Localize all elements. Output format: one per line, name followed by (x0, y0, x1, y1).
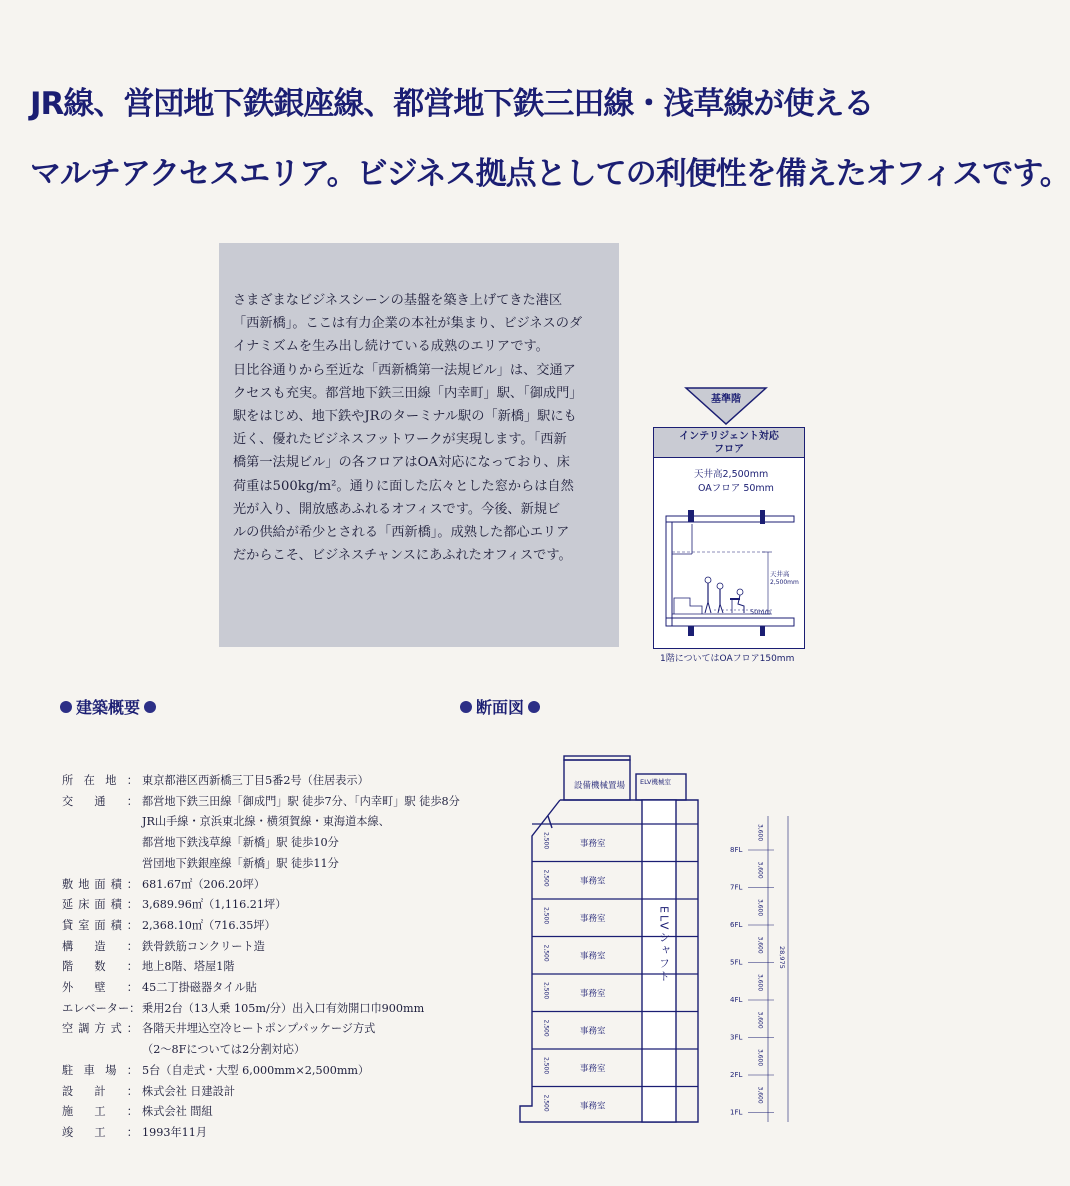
office-label: 事務室 (580, 876, 606, 887)
equipment-area-label: 設備機械置場 (574, 781, 626, 791)
elv-machine-room-label: ELV機械室 (640, 778, 671, 786)
building-cross-section (512, 756, 812, 1136)
floor-height-dim: 3,600 (756, 936, 764, 954)
ceiling-height-mark: 2,500 (542, 1057, 550, 1075)
cross-section-heading-text: 断面図 (476, 698, 525, 717)
spec-value: 株式会社 間組 (142, 1105, 213, 1119)
spec-row (62, 854, 460, 875)
office-label: 事務室 (580, 1026, 606, 1037)
floor-level-label: 6FL (730, 921, 743, 929)
spec-value: 都営地下鉄浅草線「新橋」駅 徒歩10分 (142, 836, 339, 850)
spec-row (62, 875, 460, 896)
floor-height-dim: 3,600 (756, 1086, 764, 1104)
spec-value: 45二丁掛磁器タイル貼 (142, 981, 257, 995)
panel-title-line-1: インテリジェント対応 (679, 431, 779, 442)
spec-row (62, 833, 460, 854)
spec-table (62, 771, 460, 1144)
ceiling-height-mark: 2,500 (542, 944, 550, 962)
oa-floor-label: OAフロア 50mm (698, 483, 774, 494)
spec-row (62, 937, 460, 958)
spec-row (62, 895, 460, 916)
overview-heading-text: 建築概要 (76, 698, 141, 717)
floor-height-dim: 3,600 (756, 1049, 764, 1067)
spec-row (62, 999, 460, 1020)
cross-section-heading (460, 695, 540, 718)
office-label: 事務室 (580, 1101, 606, 1112)
spec-label: 駐 車 場 ： (62, 1063, 138, 1077)
office-label: 事務室 (580, 951, 606, 962)
spec-label: 延 床 面 積 ： (62, 898, 138, 912)
spec-row (62, 1019, 460, 1040)
floor-height-dim: 3,600 (756, 1011, 764, 1029)
spec-row (62, 771, 460, 792)
intro-line: 光が入り、開放感あふれるオフィスです。今後、新規ビ (233, 501, 561, 517)
bullet-dot-icon (460, 701, 472, 713)
spec-value: 5台（自走式・大型 6,000mm×2,500mm） (142, 1063, 370, 1077)
spec-value: 営団地下鉄銀座線「新橋」駅 徒歩11分 (142, 856, 339, 870)
ceiling-height-mark: 2,500 (542, 1019, 550, 1037)
spec-value: （2～8Fについては2分割対応） (142, 1043, 306, 1057)
floor-level-label: 7FL (730, 883, 743, 892)
bullet-dot-icon (144, 701, 156, 713)
ceiling-height-mark: 2,500 (542, 1094, 550, 1112)
spec-label: 構 造 ： (62, 939, 138, 953)
standard-floor-badge (684, 386, 768, 426)
headline-line-1: JR線、営団地下鉄銀座線、都営地下鉄三田線・浅草線が使える (30, 86, 874, 122)
spec-value: 地上8階、塔屋1階 (142, 960, 235, 974)
office-label: 事務室 (580, 914, 606, 924)
spec-value: 乗用2台（13人乗 105m/分）出入口有効開口巾900mm (142, 1001, 425, 1015)
floor-height-dim: 3,600 (756, 899, 764, 917)
intro-line: クセスも充実。都営地下鉄三田線「内幸町」駅、「御成門」 (233, 385, 583, 401)
ceiling-dim-value: 2,500mm (770, 579, 799, 586)
floor-dim-label: 50mm (750, 608, 771, 616)
office-label: 事務室 (580, 839, 606, 849)
spec-label: 貸 室 面 積 ： (62, 918, 138, 932)
floor-height-dim: 3,600 (756, 824, 764, 842)
standard-floor-label: 基準階 (711, 394, 741, 405)
spec-label: 竣 工 ： (62, 1125, 138, 1139)
spec-value: 1993年11月 (142, 1125, 208, 1139)
spec-label: 設 計 ： (62, 1084, 138, 1098)
floor-level-label: 1FL (730, 1108, 743, 1117)
ceiling-height-label: 天井高2,500mm (694, 469, 769, 480)
floor-level-label: 3FL (730, 1033, 743, 1042)
intro-line: 荷重は500kg/m²。通りに面した広々とした窓からは自然 (233, 478, 574, 494)
spec-row (62, 1061, 460, 1082)
intro-line: 橋第一法規ビル」の各フロアはOA対応になっており、床 (233, 455, 570, 471)
floor-level-label: 8FL (730, 846, 743, 854)
overview-heading (60, 695, 156, 718)
spec-value: 株式会社 日建設計 (142, 1084, 236, 1098)
spec-row (62, 978, 460, 999)
office-label: 事務室 (580, 1064, 606, 1074)
intro-line: 近く、優れたビジネスフットワークが実現します。「西新 (233, 432, 567, 448)
floor-level-label: 2FL (730, 1071, 743, 1079)
ceiling-height-mark: 2,500 (542, 907, 550, 925)
ceiling-dim-label: 天井高 (770, 570, 790, 578)
ceiling-height-mark: 2,500 (542, 869, 550, 887)
floor-section-drawing (654, 494, 803, 644)
spec-label: 交 通 ： (62, 794, 138, 808)
spec-label (62, 854, 138, 875)
spec-value: 2,368.10㎡（716.35坪） (142, 918, 276, 932)
intro-line: だからこそ、ビジネスチャンスにあふれたオフィスです。 (233, 548, 572, 564)
intro-line: イナミズムを生み出し続けている成熟のエリアです。 (233, 339, 549, 355)
spec-label: 敷 地 面 積 ： (62, 877, 138, 891)
spec-label: 外 壁 ： (62, 981, 138, 995)
bullet-dot-icon (528, 701, 540, 713)
spec-row (62, 1040, 460, 1061)
ceiling-height-mark: 2,500 (542, 982, 550, 1000)
floor-level-label: 5FL (730, 958, 743, 967)
intro-line: さまざまなビジネスシーンの基盤を築き上げてきた港区 (233, 293, 563, 308)
intro-line: 「西新橋」。ここは有力企業の本社が集まり、ビジネスのダ (233, 316, 583, 332)
spec-value: 各階天井埋込空冷ヒートポンプパッケージ方式 (142, 1022, 376, 1036)
spec-value: JR山手線・京浜東北線・横須賀線・東海道本線、 (142, 815, 390, 829)
spec-label (62, 1040, 138, 1061)
spec-row (62, 792, 460, 813)
spec-label: 所 在 地 ： (62, 774, 138, 787)
spec-label: 階 数 ： (62, 960, 138, 974)
spec-label (62, 812, 138, 833)
spec-label (62, 833, 138, 854)
spec-row (62, 812, 460, 833)
office-label: 事務室 (580, 989, 606, 999)
headline-line-2: マルチアクセスエリア。ビジネス拠点としての利便性を備えたオフィスです。 (30, 156, 1070, 192)
spec-label: 空 調 方 式 ： (62, 1022, 138, 1036)
first-floor-note: 1階についてはOAフロア150mm (660, 654, 795, 664)
spec-label: エレベーター ： (62, 1001, 141, 1015)
intro-line: 日比谷通りから至近な「西新橋第一法規ビル」は、交通ア (233, 362, 576, 378)
spec-value: 鉄骨鉄筋コンクリート造 (142, 939, 265, 953)
intro-line: ルの供給が希少とされる「西新橋」。成熟した都心エリア (233, 525, 570, 541)
intro-line: 駅をはじめ、地下鉄やJRのターミナル駅の「新橋」駅にも (233, 409, 577, 425)
spec-row (62, 916, 460, 937)
total-height-dim: 28,975 (778, 946, 786, 969)
intro-text-box (219, 243, 619, 647)
spec-value: 681.67㎡（206.20坪） (142, 877, 266, 891)
floor-level-label: 4FL (730, 996, 743, 1004)
spec-value: 3,689.96㎡（1,116.21坪） (142, 898, 287, 912)
spec-row (62, 1123, 460, 1144)
dimension-lines (730, 816, 788, 1122)
spec-label: 施 工 ： (62, 1105, 138, 1119)
standard-floor-panel (653, 427, 805, 649)
bullet-dot-icon (60, 701, 72, 713)
intro-paragraph (233, 289, 607, 567)
floor-height-dim: 3,600 (756, 974, 764, 992)
spec-value: 都営地下鉄三田線「御成門」駅 徒歩7分、「内幸町」駅 徒歩8分 (142, 794, 460, 808)
elv-shaft-label: ELVシャフト (657, 906, 671, 984)
spec-value: 東京都港区西新橋三丁目5番2号（住居表示） (142, 774, 369, 787)
ceiling-height-mark: 2,500 (542, 832, 550, 850)
panel-title-line-2: フロア (714, 444, 744, 455)
spec-row (62, 1082, 460, 1103)
spec-row (62, 1102, 460, 1123)
panel-header (654, 428, 804, 458)
floor-height-dim: 3,600 (756, 861, 764, 879)
spec-row (62, 957, 460, 978)
